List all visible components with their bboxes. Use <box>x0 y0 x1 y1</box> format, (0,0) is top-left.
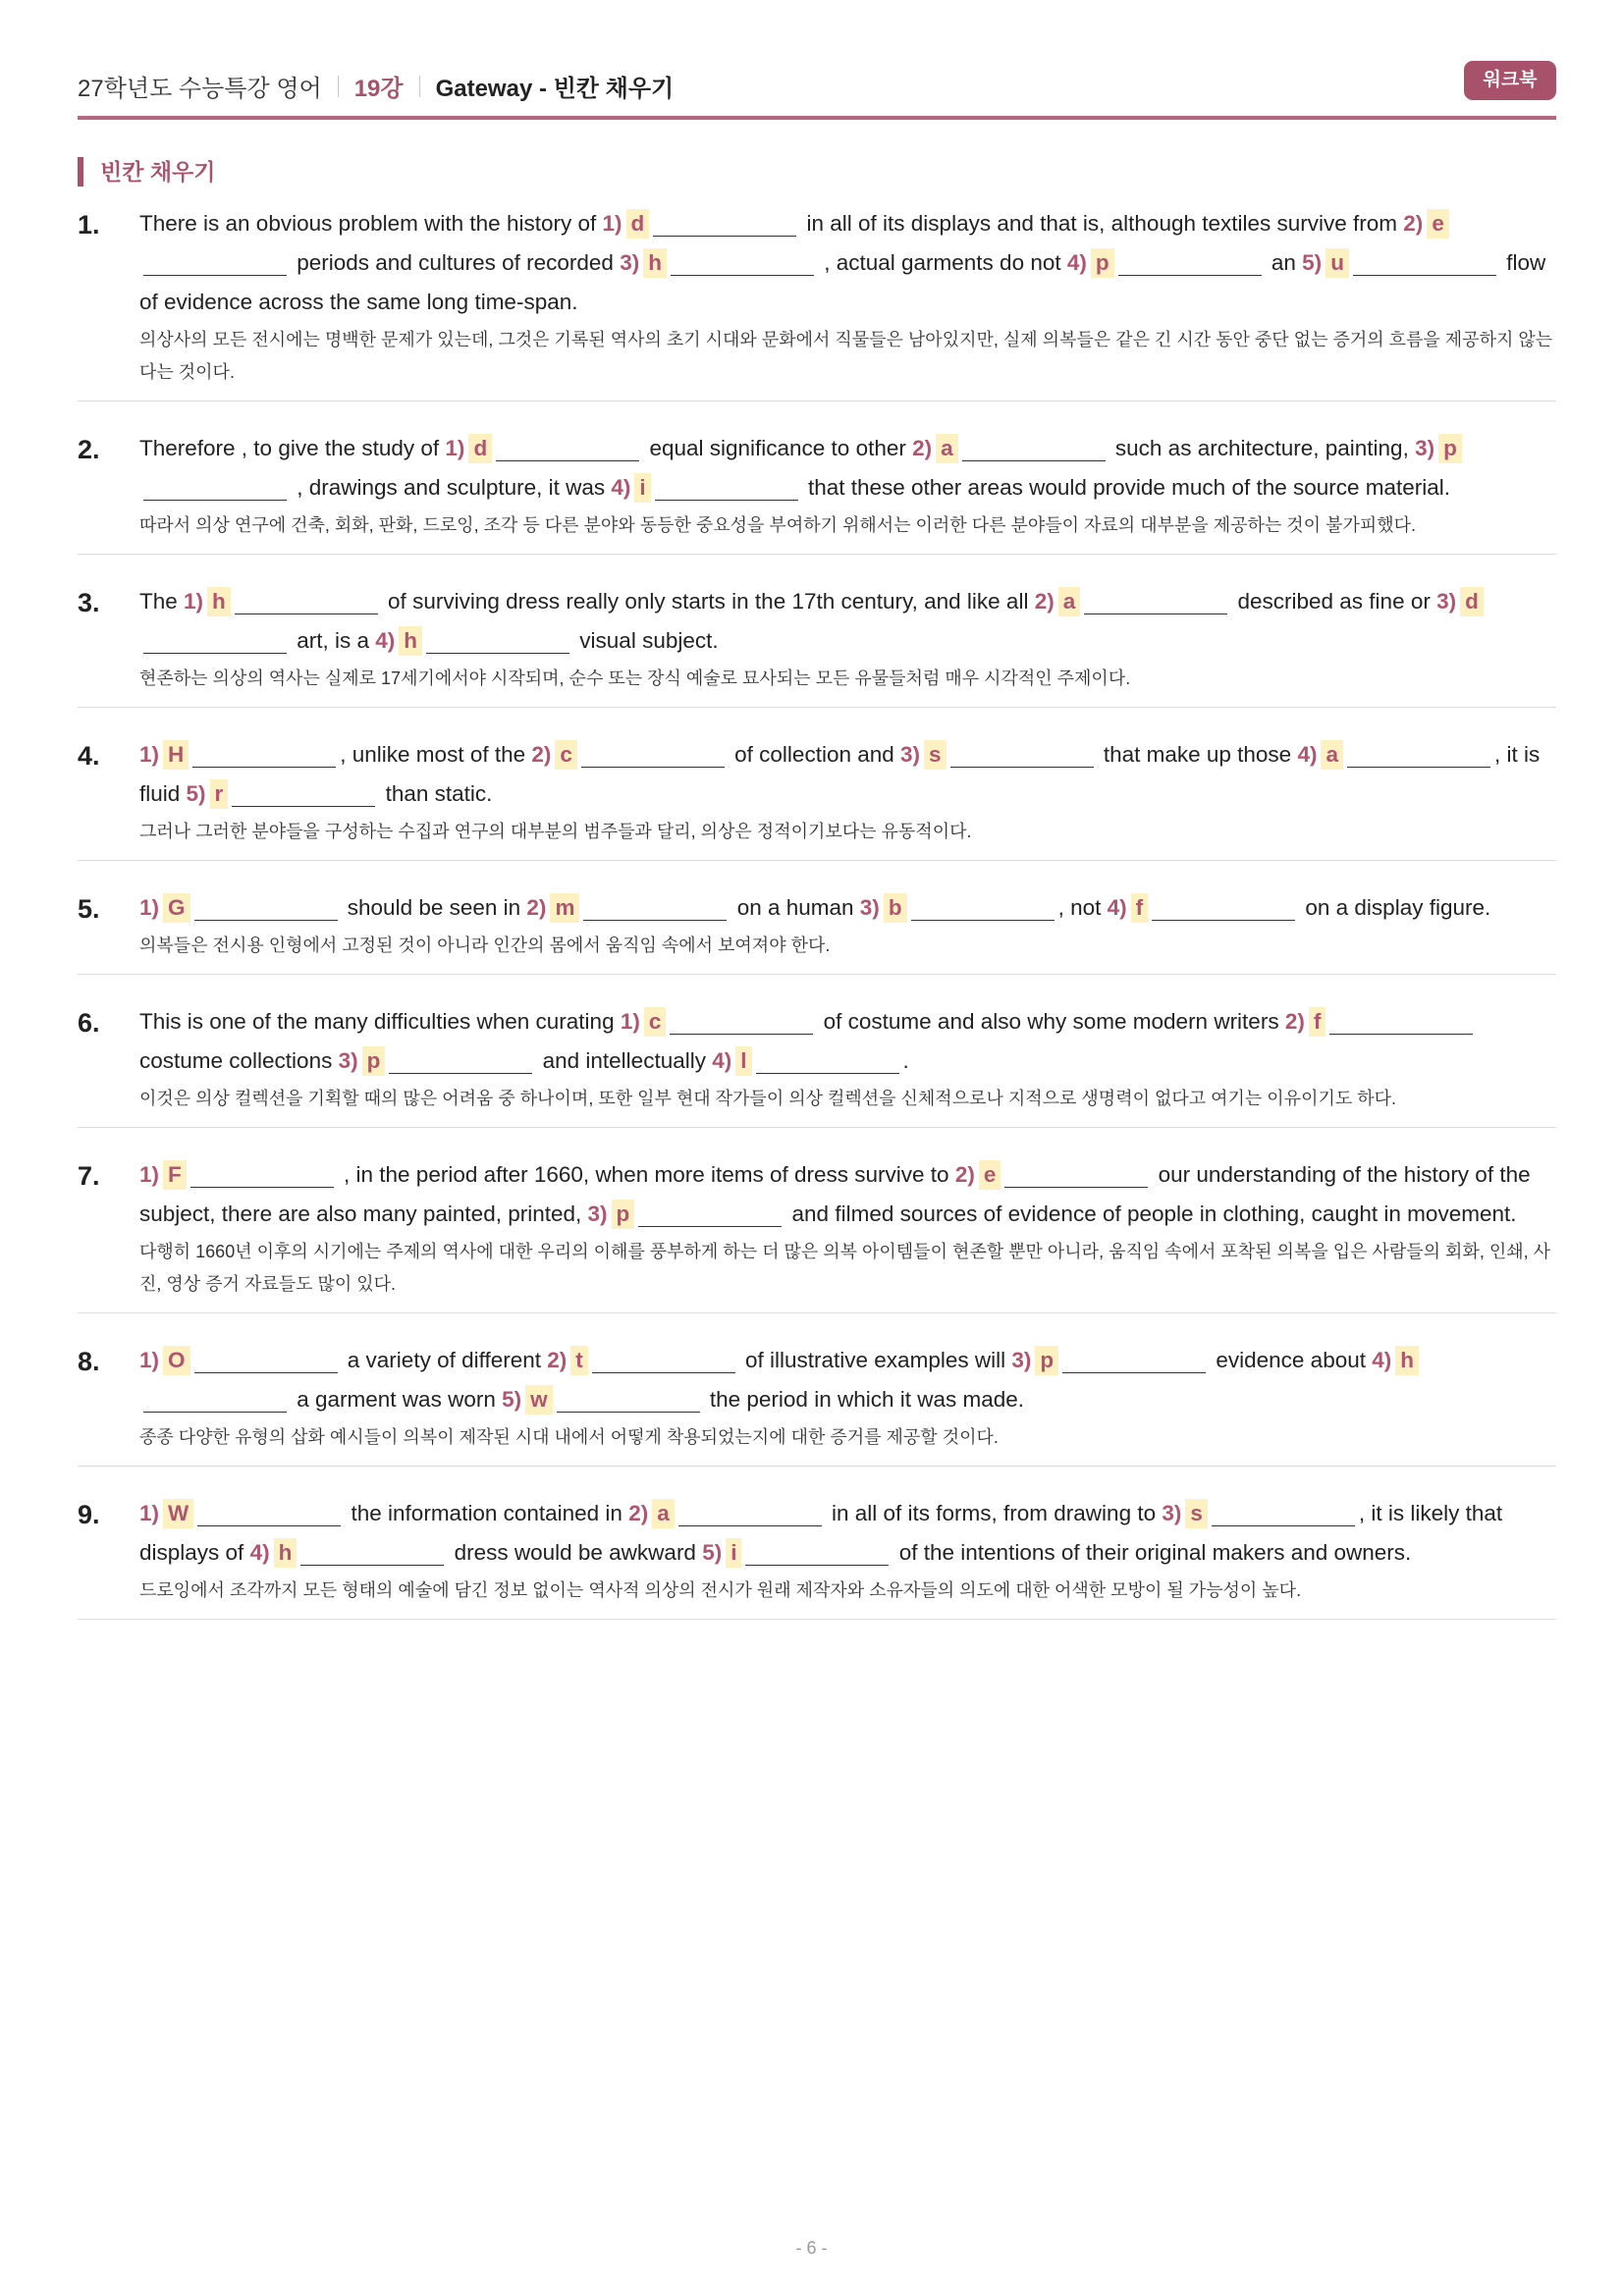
sentence-text: the information contained in <box>345 1501 629 1525</box>
answer-blank[interactable] <box>557 1411 700 1413</box>
workbook-badge: 워크북 <box>1464 61 1556 100</box>
answer-blank[interactable] <box>1329 1033 1473 1035</box>
sentence-text: of costume and also why some modern writers <box>817 1009 1285 1034</box>
blank-hint-letter: i <box>634 473 650 503</box>
korean-translation: 이것은 의상 컬렉션을 기획할 때의 많은 어려움 중 하나이며, 또한 일부 현대 작가들이 의상 컬렉션을 신체적으로나 지적으로 생명력이 없다고 여기는 이유이기도 하다. <box>139 1089 1397 1108</box>
sentence-text: than static. <box>379 781 493 806</box>
blank-number: 2) <box>526 895 547 920</box>
korean-translation: 의복들은 전시용 인형에서 고정된 것이 아니라 인간의 몸에서 움직임 속에서 보여져야 한다. <box>139 935 831 955</box>
english-sentence <box>139 1002 1556 1081</box>
question-list <box>78 200 1556 1643</box>
blank-hint-letter: a <box>1058 587 1081 616</box>
blank-hint-letter: e <box>979 1160 1001 1190</box>
sentence-text: on a display figure. <box>1299 895 1491 920</box>
sentence-text: of illustrative examples will <box>738 1348 1012 1372</box>
answer-blank[interactable] <box>962 459 1106 461</box>
blank-number: 4) <box>1066 250 1087 275</box>
blank-hint-letter: d <box>468 434 492 463</box>
question-item <box>78 731 1556 861</box>
blank-hint-letter: r <box>210 779 229 809</box>
sentence-text: , not <box>1057 895 1108 920</box>
blank-number: 3) <box>859 895 880 920</box>
question-item <box>78 578 1556 708</box>
sentence-text: that these other areas would provide much of the source material. <box>801 475 1451 500</box>
blank-hint-letter: c <box>555 740 577 770</box>
sentence-text: evidence about <box>1210 1348 1373 1372</box>
blank-number: 2) <box>1034 589 1055 614</box>
blank-number: 2) <box>547 1348 568 1372</box>
sentence-text: described as fine or <box>1231 589 1437 614</box>
blank-hint-letter: p <box>1438 434 1462 463</box>
answer-blank[interactable] <box>1347 766 1490 768</box>
sentence-text: , drawings and sculpture, it was <box>291 475 612 500</box>
blank-hint-letter: e <box>1427 209 1449 239</box>
blank-hint-letter: f <box>1309 1007 1326 1037</box>
section-title: 빈칸 채우기 <box>78 157 215 187</box>
korean-translation: 다행히 1660년 이후의 시기에는 주제의 역사에 대한 우리의 이해를 풍부하게 하는 더 많은 의복 아이템들이 현존할 뿐만 아니라, 움직임 속에서 포착된 의복을 입은 사람들의 회화, 인쇄, 사진, 영상 증거 자료들도 많이 있다. <box>139 1242 1550 1294</box>
sentence-text: , unlike most of the <box>340 742 532 767</box>
blank-hint-letter: t <box>570 1346 588 1375</box>
answer-blank[interactable] <box>655 499 798 501</box>
blank-number: 5) <box>502 1387 522 1412</box>
blank-hint-letter: d <box>1460 587 1484 616</box>
answer-blank[interactable] <box>950 766 1094 768</box>
page-number: - 6 - <box>795 2238 828 2258</box>
blank-hint-letter: w <box>525 1385 553 1415</box>
sentence-text: our understanding of the history of the subject, there are also many painted, printed, <box>139 1162 1531 1226</box>
english-sentence <box>139 735 1556 814</box>
answer-blank[interactable] <box>1152 919 1295 921</box>
sentence-text: of surviving dress really only starts in the 17th century, and like all <box>381 589 1035 614</box>
answer-blank[interactable] <box>143 652 287 654</box>
english-sentence <box>139 429 1556 507</box>
blank-number: 1) <box>139 742 160 767</box>
blank-hint-letter: p <box>1035 1346 1058 1375</box>
answer-blank[interactable] <box>143 1411 287 1413</box>
blank-number: 4) <box>1372 1348 1392 1372</box>
answer-blank[interactable] <box>1118 274 1262 276</box>
answer-blank[interactable] <box>496 459 639 461</box>
answer-blank[interactable] <box>1062 1371 1206 1373</box>
sentence-text: a garment was worn <box>291 1387 503 1412</box>
blank-hint-letter: p <box>612 1200 635 1229</box>
blank-number: 5) <box>186 781 206 806</box>
blank-number: 4) <box>1107 895 1127 920</box>
sentence-text: of the intentions of their original makers and owners. <box>893 1540 1412 1565</box>
answer-blank[interactable] <box>143 274 287 276</box>
blank-number: 3) <box>1436 589 1457 614</box>
answer-blank[interactable] <box>583 919 727 921</box>
blank-hint-letter: l <box>735 1046 751 1076</box>
question-number: 6. <box>78 1008 100 1038</box>
answer-blank[interactable] <box>1004 1186 1148 1188</box>
sentence-text: , it is likely that displays of <box>139 1501 1503 1565</box>
korean-translation: 그러나 그러한 분야들을 구성하는 수집과 연구의 대부분의 범주들과 달리, 의상은 정적이기보다는 유동적이다. <box>139 822 972 841</box>
sentence-text: in all of its displays and that is, although textiles survive from <box>800 211 1404 236</box>
blank-number: 2) <box>628 1501 649 1525</box>
blank-number: 1) <box>139 1162 160 1187</box>
blank-number: 3) <box>1162 1501 1182 1525</box>
question-item <box>78 200 1556 401</box>
question-number: 3. <box>78 588 100 617</box>
blank-hint-letter: u <box>1325 248 1349 278</box>
answer-blank[interactable] <box>232 805 375 807</box>
sentence-text: , actual garments do not <box>817 250 1067 275</box>
answer-blank[interactable] <box>911 919 1055 921</box>
korean-translation: 현존하는 의상의 역사는 실제로 17세기에서야 시작되며, 순수 또는 장식 예술로 묘사되는 모든 유물들처럼 매우 시각적인 주제이다. <box>139 668 1131 688</box>
blank-hint-letter: m <box>550 893 579 923</box>
blank-number: 2) <box>1403 211 1424 236</box>
korean-translation: 드로잉에서 조각까지 모든 형태의 예술에 담긴 정보 없이는 역사적 의상의 전시가 원래 제작자와 소유자들의 의도에 대한 어색한 모방이 될 가능성이 높다. <box>139 1580 1302 1600</box>
sentence-text: , in the period after 1660, when more items of dress survive to <box>337 1162 955 1187</box>
answer-blank[interactable] <box>190 1186 334 1188</box>
answer-blank[interactable] <box>653 235 796 237</box>
blank-hint-letter: W <box>163 1499 193 1528</box>
sentence-text: Therefore , to give the study of <box>139 436 446 460</box>
answer-blank[interactable] <box>678 1524 822 1526</box>
blank-hint-letter: b <box>884 893 907 923</box>
blank-hint-letter: s <box>1185 1499 1208 1528</box>
answer-blank[interactable] <box>197 1524 341 1526</box>
english-sentence <box>139 1155 1556 1234</box>
blank-number: 1) <box>184 589 204 614</box>
question-item <box>78 1337 1556 1467</box>
blank-hint-letter: p <box>1091 248 1114 278</box>
blank-number: 1) <box>139 1348 160 1372</box>
answer-blank[interactable] <box>194 1371 338 1373</box>
lesson-title: Gateway - 빈칸 채우기 <box>435 76 675 102</box>
answer-blank[interactable] <box>592 1371 735 1373</box>
answer-blank[interactable] <box>670 1033 813 1035</box>
english-sentence <box>139 1494 1556 1573</box>
blank-hint-letter: h <box>1395 1346 1419 1375</box>
lesson-number: 19강 <box>353 76 404 102</box>
blank-number: 2) <box>912 436 933 460</box>
english-sentence <box>139 204 1556 322</box>
page-header <box>78 61 1556 112</box>
blank-hint-letter: h <box>274 1538 298 1568</box>
korean-translation: 의상사의 모든 전시에는 명백한 문제가 있는데, 그것은 기록된 역사의 초기 시대와 문화에서 직물들은 남아있지만, 실제 의복들은 같은 긴 시간 동안 중단 없는 증거의 흐름을 제공하지 않는다는 것이다. <box>139 330 1553 382</box>
answer-blank[interactable] <box>143 499 287 501</box>
answer-blank[interactable] <box>581 766 725 768</box>
blank-hint-letter: s <box>924 740 947 770</box>
blank-hint-letter: a <box>1321 740 1343 770</box>
blank-hint-letter: i <box>726 1538 741 1568</box>
answer-blank[interactable] <box>745 1564 889 1566</box>
sentence-text: . <box>902 1048 909 1073</box>
header-rule <box>78 116 1556 120</box>
sentence-text: that make up those <box>1097 742 1298 767</box>
answer-blank[interactable] <box>389 1072 532 1074</box>
blank-hint-letter: H <box>163 740 189 770</box>
sentence-text: of collection and <box>728 742 901 767</box>
header-divider <box>419 76 420 97</box>
answer-blank[interactable] <box>1084 613 1227 614</box>
sentence-text: dress would be awkward <box>448 1540 703 1565</box>
blank-number: 3) <box>1415 436 1435 460</box>
question-item <box>78 425 1556 555</box>
sentence-text: There is an obvious problem with the history of <box>139 211 603 236</box>
blank-number: 2) <box>531 742 552 767</box>
answer-blank[interactable] <box>1353 274 1496 276</box>
sentence-text: an <box>1265 250 1303 275</box>
answer-blank[interactable] <box>756 1072 899 1074</box>
question-number: 9. <box>78 1500 100 1529</box>
sentence-text: The <box>139 589 185 614</box>
sentence-text: equal significance to other <box>643 436 913 460</box>
blank-hint-letter: h <box>207 587 231 616</box>
header-left <box>78 69 674 103</box>
question-item <box>78 884 1556 975</box>
english-sentence <box>139 1341 1556 1419</box>
blank-number: 3) <box>587 1201 608 1226</box>
blank-number: 3) <box>338 1048 358 1073</box>
question-number: 7. <box>78 1161 100 1191</box>
question-number: 8. <box>78 1347 100 1376</box>
answer-blank[interactable] <box>194 919 338 921</box>
sentence-text: visual subject. <box>573 628 719 653</box>
sentence-text: flow of evidence across the same long time-span. <box>139 250 1546 314</box>
blank-hint-letter: F <box>163 1160 187 1190</box>
blank-hint-letter: c <box>644 1007 667 1037</box>
blank-hint-letter: h <box>643 248 667 278</box>
blank-number: 4) <box>375 628 396 653</box>
blank-number: 5) <box>1302 250 1323 275</box>
blank-number: 2) <box>1284 1009 1305 1034</box>
korean-translation: 따라서 의상 연구에 건축, 회화, 판화, 드로잉, 조각 등 다른 분야와 동등한 중요성을 부여하기 위해서는 이러한 다른 분야들이 자료의 대부분을 제공하는 것이 불가피했다. <box>139 515 1417 535</box>
answer-blank[interactable] <box>638 1225 782 1227</box>
blank-number: 3) <box>620 250 640 275</box>
blank-number: 4) <box>611 475 631 500</box>
blank-number: 4) <box>1297 742 1318 767</box>
blank-hint-letter: O <box>163 1346 190 1375</box>
sentence-text: should be seen in <box>341 895 527 920</box>
korean-translation: 종종 다양한 유형의 삽화 예시들이 의복이 제작된 시대 내에서 어떻게 착용되었는지에 대한 증거를 제공할 것이다. <box>139 1427 999 1447</box>
question-number: 4. <box>78 741 100 771</box>
sentence-text: periods and cultures of recorded <box>291 250 621 275</box>
answer-blank[interactable] <box>671 274 814 276</box>
sentence-text: This is one of the many difficulties when curating <box>139 1009 621 1034</box>
blank-number: 4) <box>249 1540 270 1565</box>
blank-hint-letter: a <box>652 1499 675 1528</box>
header-divider <box>338 76 339 97</box>
blank-number: 2) <box>954 1162 975 1187</box>
sentence-text: a variety of different <box>341 1348 548 1372</box>
blank-hint-letter: f <box>1131 893 1149 923</box>
blank-hint-letter: G <box>163 893 190 923</box>
sentence-text: and intellectually <box>536 1048 713 1073</box>
sentence-text: on a human <box>730 895 860 920</box>
blank-hint-letter: h <box>399 626 422 656</box>
answer-blank[interactable] <box>300 1564 444 1566</box>
question-item <box>78 1490 1556 1620</box>
question-number: 1. <box>78 210 100 240</box>
sentence-text: such as architecture, painting, <box>1109 436 1416 460</box>
blank-hint-letter: d <box>626 209 650 239</box>
sentence-text: in all of its forms, from drawing to <box>825 1501 1163 1525</box>
english-sentence <box>139 582 1556 661</box>
blank-number: 3) <box>900 742 921 767</box>
sentence-text: art, is a <box>291 628 376 653</box>
blank-number: 5) <box>702 1540 723 1565</box>
blank-number: 1) <box>602 211 622 236</box>
blank-number: 1) <box>620 1009 640 1034</box>
question-number: 2. <box>78 435 100 464</box>
question-item <box>78 998 1556 1128</box>
answer-blank[interactable] <box>235 613 378 614</box>
english-sentence <box>139 888 1556 928</box>
blank-number: 4) <box>712 1048 732 1073</box>
question-number: 5. <box>78 894 100 924</box>
blank-number: 1) <box>139 1501 160 1525</box>
question-item <box>78 1151 1556 1313</box>
blank-number: 1) <box>445 436 465 460</box>
answer-blank[interactable] <box>426 652 569 654</box>
sentence-text: , it is fluid <box>139 742 1541 806</box>
blank-number: 1) <box>139 895 160 920</box>
sentence-text: costume collections <box>139 1048 339 1073</box>
blank-hint-letter: p <box>362 1046 386 1076</box>
blank-hint-letter: a <box>936 434 958 463</box>
sentence-text: and filmed sources of evidence of people in clothing, caught in movement. <box>785 1201 1517 1226</box>
answer-blank[interactable] <box>1212 1524 1355 1526</box>
blank-number: 3) <box>1011 1348 1032 1372</box>
sentence-text: the period in which it was made. <box>703 1387 1025 1412</box>
answer-blank[interactable] <box>192 766 336 768</box>
book-title: 27학년도 수능특강 영어 <box>78 76 322 102</box>
